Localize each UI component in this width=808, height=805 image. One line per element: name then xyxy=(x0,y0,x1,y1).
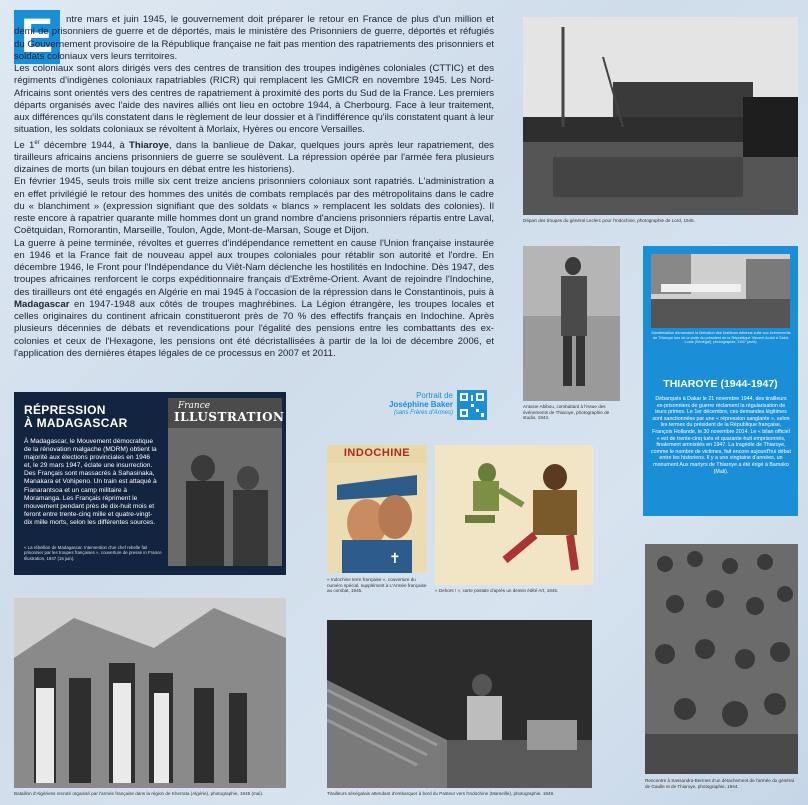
photo-soldier xyxy=(523,246,620,401)
thiaroye-box xyxy=(643,246,798,516)
thiaroye-title: THIAROYE (1944-1947) xyxy=(663,378,778,390)
france-illustration-title-1: France xyxy=(178,401,211,411)
portrait-line-1: Portrait de xyxy=(416,391,453,400)
poster-indochine xyxy=(327,445,427,573)
caption-indochine: « Indochine terre française », couverture du numéro spécial, supplément à L'Armée française au combat, 1945. xyxy=(327,577,427,594)
svg-text:✝: ✝ xyxy=(389,551,401,567)
caption-cartoon: « Dehors ! », carte postale d'après un dessin édité Art, 1945. xyxy=(435,588,559,593)
paragraph-2: Les coloniaux sont alors dirigés vers des centres de transition des troupes indigènes coloniales (CTTIC) et des régiments d'indigènes coloniaux rapatriables (RICR) qui remplacent les GMICR en novembre 1945. Les Nord-Africains sont orientés vers des centres de rapatriement à proximité des ports du Sud de la France. Les premiers départs organisés avec l'aide des navires alliés ont lieu en octobre 1944, à Cherbourg. Face à leur traitement, aux différences qu'ils constatent dans le règlement de leur dossier et à l'indifférence qu'ils constatent quant à leur situation, les soldats coloniaux se révoltent à Morlaix, Hyères ou encore Versailles. xyxy=(14,63,494,136)
qr-code-icon[interactable] xyxy=(457,390,487,420)
paragraph-3: Le 1er décembre 1944, à Thiaroye, dans la banlieue de Dakar, quelques jours après leur rapatriement, des tirailleurs africains anciens prisonniers de guerre se soulèvent. La répression opérée par l'armée fera plusieurs dizaines de morts (un bilan toujours en débat entre les historiens). xyxy=(14,139,494,176)
madagascar-body: À Madagascar, le Mouvement démocratique de la rénovation malgache (MDRM) obtient la majorité aux élections provinciales en 1946 et, le 29 mars 1947, éclate une insurrection. Des Français sont massacrés à Sahasinaka, Manakara et Vohipeno. Un train est attaqué à Fianarantsoa et un camp militaire à Moramanga. Les Français répriment le mouvement pendant près de dix-huit mois et feront entre trente-cinq mille et quatre-vingt-dix mille morts, selon les différentes sources. xyxy=(24,438,157,526)
paragraph-4: En février 1945, seuls trois mille six cent treize anciens prisonniers coloniaux sont rapatriés. L'administration a en effet privilégié le retour des hommes des unités de combats remplacés par des métropolitains dans le cadre du « blanchiment » (expression signifiant que des soldats « blancs » remplacent les soldats des colonies). Il reste encore à rapatrier quarante mille hommes dont un grand nombre d'anciens prisonniers répartis entre Laval, Coëtquidan, Romorantin, Marseille, Toulon, Agde, Mont-de-Marsan, Souge et Dijon. xyxy=(14,176,494,237)
photo-thiaroye-demonstration xyxy=(651,254,790,328)
france-illustration-cover xyxy=(168,398,285,566)
caption-boat: Tirailleurs sénégalais attendant d'embarquer à bord du Pasteur vers l'Indochine (Marseille), photographie, 1949. xyxy=(327,791,555,796)
madagascar-box xyxy=(14,392,286,575)
portrait-line-2: Joséphine Baker xyxy=(388,400,453,409)
main-text xyxy=(14,14,494,360)
photo-algeria xyxy=(14,598,286,788)
caption-soldier: Antoine Abibou, combattant à l'issue des événements de Thiaroye, photographie de studio, 1944. xyxy=(523,404,610,421)
poster-title: INDOCHINE xyxy=(343,447,411,459)
caption-ship: Départ des troupes du général Leclerc pour l'Indochine, photographie de Lord, 1945. xyxy=(523,218,695,223)
drop-cap: E xyxy=(14,10,60,64)
thiaroye-body: Débarqués à Dakar le 21 novembre 1944, des tirailleurs ex-prisonniers de guerre réclament la régularisation de leurs primes. Le 1er décembre, ces demandes légitimes sont sanctionnées par une « répression sanglante », selon les termes du président de la République française, François Hollande, le 30 novembre 2014. Le « bilan officiel » est de trente-cinq tués et quarante-huit emprisonnés, finalement amnistiés en 1947. La tragédie de Thiaroye, comme le nombre de victimes, fait encore aujourd'hui débat entre les historiens. Il y a une vingtaine d'années, un monument Aux martyrs de Thiaroye a été érigé à Bamako (Mali). xyxy=(651,396,791,475)
photo-boat xyxy=(327,620,592,788)
paragraph-5: La guerre à peine terminée, révoltes et guerres d'indépendance remettent en cause l'Union française instaurée en 1946 et la France fait de nouveau appel aux troupes coloniales pour rétablir son autorité et l'ordre. En décembre 1946, le Front pour l'Indépendance du Viêt-Nam déclenche les hostilités en Indochine. Dès 1947, des troupes africaines renforcent le corps expéditionnaire français d'Extrême-Orient. Avant de rejoindre l'Indochine, des tirailleurs ont été engagés en Algérie en mai 1945 à l'occasion de la répression dans le Constantinois, puis à Madagascar en 1947-1948 aux côtés de troupes maghrébines. La Légion étrangère, les troupes locales et celles originaires du continent africain constitueront près de 70 % des effectifs français en Indochine. Après plusieurs décennies de débats et revendications pour l'égalité des pensions entre les combattants des ex-colonies et ceux de l'Hexagone, les pensions ont été décristallisées à partir de la loi de décembre 2006, et l'application des dernières étapes légales de ce processus en 2007 et 2011. xyxy=(14,237,494,359)
paragraph-1: ntre mars et juin 1945, le gouvernement doit préparer le retour en France de plus d'un million et demi de prisonniers de guerre et de déportés, mais le ministère des Prisonniers de guerre, déportés et réfugiés du Gouvernement provisoire de la République française ne fait pas mention des rapatriements des prisonniers et soldats coloniaux vers leurs territoires. xyxy=(14,14,494,62)
madagascar-title: RÉPRESSION À MADAGASCAR xyxy=(24,403,128,430)
caption-crowd: Rencontre à Sassandra-Bermes d'un détachement de l'armée du général de Gaulle et de Thiaroye, photographie, 1944. xyxy=(645,778,794,789)
portrait-link[interactable] xyxy=(358,391,453,417)
photo-crowd-thiaroye xyxy=(645,544,798,774)
postcard-cartoon xyxy=(435,445,593,585)
portrait-line-3: (sans Frères d'Armes) xyxy=(393,410,453,416)
caption-algeria: Bataillon d'Algériens recruté organisé par l'armée française dans la région de Kherrata (Algérie), photographie, 1945 (mai). xyxy=(14,791,264,796)
madagascar-caption: « La rébellion de Madagascar. Intervention d'un chef rebelle fait prisonnier par les troupes françaises », couverture de presse in France Illustration, 1947 (15 juin). xyxy=(24,545,162,561)
thiaroye-photo-caption: Manifestation demandant la libération des tirailleurs détenus suite aux événements de Thiaroye lors de la visite du président de la République Vincent Auriol à Saint-Louis (Sénégal), photographie, 1947 (avril). xyxy=(651,331,791,345)
france-illustration-title-2: ILLUSTRATION xyxy=(174,410,285,424)
photo-troops-ship xyxy=(523,17,798,215)
